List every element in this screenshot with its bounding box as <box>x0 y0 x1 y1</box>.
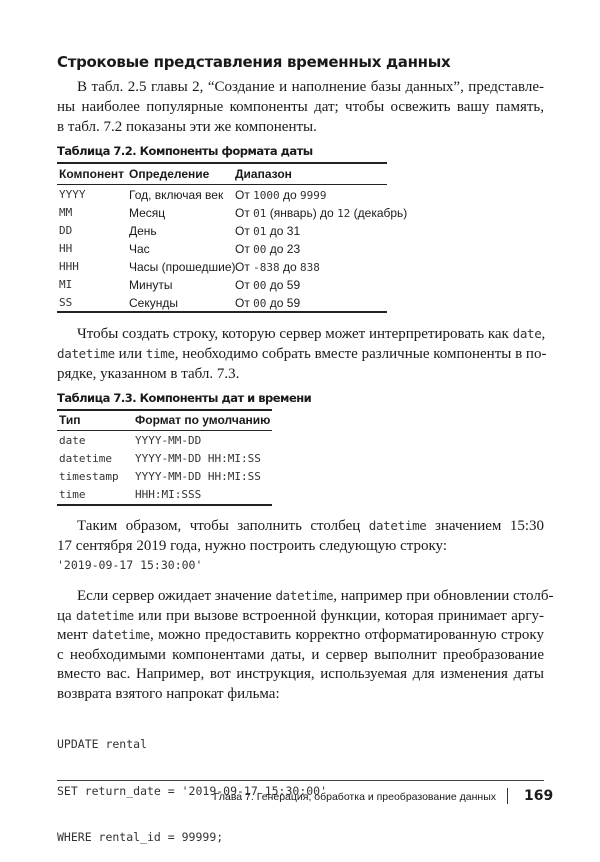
text-segment: Таким образом, чтобы заполнить столбец <box>77 518 369 534</box>
text-segment: ца <box>57 607 77 624</box>
range-segment: 00 <box>253 279 267 292</box>
text-line <box>57 364 544 384</box>
text-segment: возврата взятого напрокат фильма: <box>57 685 280 702</box>
inline-code: datetime <box>368 518 427 533</box>
text-segment: Чтобы создать строку, которую сервер может интерпретировать как <box>77 326 513 342</box>
text-segment: вместо вас. Например, вот инструкция, используемая для изменения даты <box>57 666 544 682</box>
range-segment: 12 <box>337 207 351 220</box>
text-segment: Если сервер ожидает значение <box>77 588 276 604</box>
text-segment: или при вызове встроенной функции, которая принимает аргу- <box>133 607 545 624</box>
component-cell: HH <box>59 242 73 255</box>
text-segment: значением 15:30 <box>426 518 544 534</box>
table-rule <box>57 184 387 185</box>
header-definition: Определение <box>129 167 210 181</box>
header-type: Тип <box>59 413 81 427</box>
text-line <box>57 606 544 626</box>
table-rule <box>57 504 272 506</box>
range-segment: 01 <box>253 225 267 238</box>
text-line <box>57 645 544 665</box>
range-segment: -838 <box>253 261 280 274</box>
range-segment: 9999 <box>300 189 327 202</box>
footer-rule <box>57 780 544 781</box>
component-cell: SS <box>59 296 73 309</box>
inline-code: datetime <box>275 588 334 603</box>
text-line <box>57 97 544 117</box>
type-cell: datetime <box>59 452 112 465</box>
definition-cell: Месяц <box>129 206 166 220</box>
text-line <box>57 684 544 704</box>
text-line <box>77 77 544 97</box>
table-rule <box>57 311 387 313</box>
inline-code: date <box>512 326 542 341</box>
range-segment: От <box>235 224 254 238</box>
range-segment: От <box>235 242 254 256</box>
definition-cell: Час <box>129 242 150 256</box>
inline-code: datetime <box>76 607 134 623</box>
component-cell: DD <box>59 224 73 237</box>
type-cell: timestamp <box>59 470 119 483</box>
text-segment: , <box>541 326 546 342</box>
text-segment: или <box>114 346 146 362</box>
definition-cell: Год, включая век <box>129 188 224 202</box>
range-segment: 838 <box>300 261 320 274</box>
format-cell: YYYY-MM-DD HH:MI:SS <box>135 470 261 483</box>
range-cell <box>235 222 300 241</box>
range-segment: От <box>235 188 254 202</box>
code-update-statement <box>57 706 327 861</box>
range-segment: до <box>279 260 301 274</box>
text-segment: 17 сентября 2019 года, нужно построить следующую строку: <box>57 538 448 554</box>
format-cell: HHH:MI:SSS <box>135 488 202 501</box>
range-segment: до 59 <box>266 278 301 292</box>
text-segment: рядке, указанном в табл. 7.3. <box>57 366 240 382</box>
format-cell: YYYY-MM-DD HH:MI:SS <box>135 452 261 465</box>
component-cell: MM <box>59 206 73 219</box>
code-line: WHERE rental_id = 99999; <box>57 830 224 844</box>
inline-code: datetime <box>92 627 150 642</box>
component-cell: HHH <box>59 260 79 273</box>
code-datetime-string: '2019-09-17 15:30:00' <box>57 558 203 572</box>
range-cell <box>235 240 300 259</box>
format-cell: YYYY-MM-DD <box>135 434 202 447</box>
table-rule <box>57 430 272 431</box>
range-segment: 1000 <box>253 189 280 202</box>
component-cell: YYYY <box>59 188 86 201</box>
text-line <box>57 664 544 684</box>
text-line <box>57 536 544 556</box>
footer-separator <box>507 788 508 804</box>
range-segment: до <box>279 188 301 202</box>
page-number: 169 <box>524 788 554 804</box>
table-rule <box>57 162 387 164</box>
range-segment: до 23 <box>266 242 301 256</box>
text-line <box>57 625 544 645</box>
text-segment: В табл. 2.5 главы 2, “Создание и наполнение базы данных”, представле- <box>77 79 544 95</box>
header-component: Компонент <box>59 167 124 181</box>
inline-code: datetime <box>57 346 115 361</box>
range-segment: (декабрь) <box>350 206 408 220</box>
range-cell <box>235 258 320 277</box>
type-cell: time <box>59 488 86 501</box>
table-7-3-caption: Таблица 7.3. Компоненты дат и времени <box>57 391 312 405</box>
text-segment: с необходимыми компонентами даты, и сервер выполнит преобразование <box>57 646 544 663</box>
definition-cell: Минуты <box>129 278 173 292</box>
text-segment: мент <box>57 627 93 643</box>
text-segment: , необходимо собрать вместе различные компоненты в по- <box>174 346 547 362</box>
range-segment: 01 <box>253 207 267 220</box>
range-segment: 00 <box>253 243 267 256</box>
component-cell: MI <box>59 278 73 291</box>
definition-cell: День <box>129 224 157 238</box>
header-format: Формат по умолчанию <box>135 413 271 427</box>
text-segment: , можно предоставить корректно отформатированную строку <box>149 627 544 643</box>
range-segment: до 59 <box>266 296 301 310</box>
text-line <box>57 117 544 137</box>
range-cell <box>235 276 300 295</box>
text-line <box>77 586 554 606</box>
range-segment: (январь) до <box>266 206 338 220</box>
text-line <box>77 516 544 536</box>
text-line <box>77 324 544 344</box>
range-cell <box>235 186 327 205</box>
header-range: Диапазон <box>235 167 292 181</box>
range-segment: От <box>235 206 254 220</box>
text-line <box>57 344 547 364</box>
range-segment: 00 <box>253 297 267 310</box>
code-line: UPDATE rental <box>57 737 148 751</box>
range-cell <box>235 204 407 223</box>
text-segment: в табл. 7.2 показаны эти же компоненты. <box>57 119 317 135</box>
code-line: SET return_date = '2019-09-17 15:30:00' <box>57 783 328 798</box>
text-segment: , например при обновлении столб- <box>333 588 554 604</box>
range-segment: От <box>235 260 254 274</box>
type-cell: date <box>59 434 86 447</box>
range-segment: От <box>235 278 254 292</box>
range-segment: От <box>235 296 254 310</box>
range-segment: до 31 <box>266 224 301 238</box>
inline-code: time <box>145 346 175 361</box>
table-7-2-caption: Таблица 7.2. Компоненты формата даты <box>57 144 313 158</box>
definition-cell: Часы (прошедшие) <box>129 260 236 274</box>
text-segment: ны наиболее популярные компоненты дат; чтобы освежить вашу память, <box>57 99 544 115</box>
section-heading: Строковые представления временных данных <box>57 53 451 71</box>
running-footer: Глава 7. Генерация, обработка и преобразование данных <box>213 791 496 803</box>
definition-cell: Секунды <box>129 296 178 310</box>
